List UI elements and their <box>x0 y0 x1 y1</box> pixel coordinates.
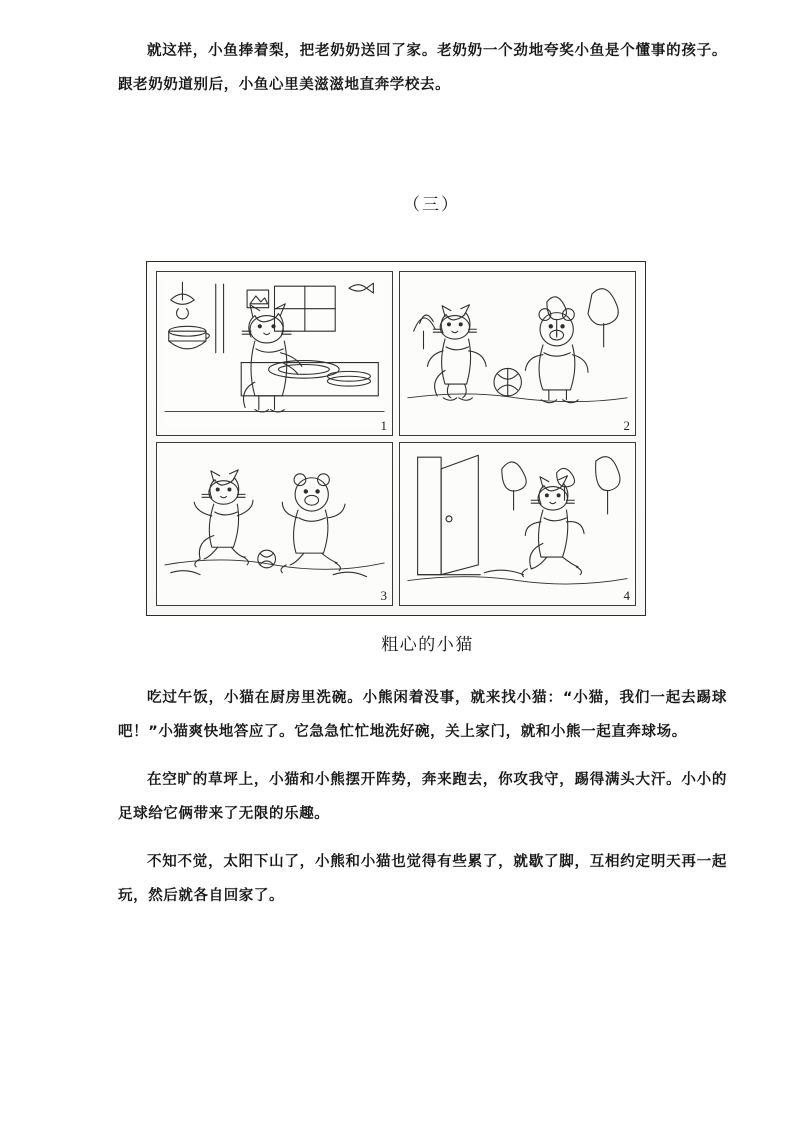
panel-number: 1 <box>380 417 387 433</box>
comic-panel-1 <box>156 271 393 436</box>
story-title: 粗心的小猫 <box>381 635 474 656</box>
panel-number: 3 <box>380 588 387 604</box>
comic-panel-4 <box>399 442 636 607</box>
spacer <box>118 215 727 261</box>
story-body <box>118 681 727 913</box>
comic-panel-2 <box>399 271 636 436</box>
panel-number: 4 <box>623 588 630 604</box>
comic-strip <box>146 261 646 616</box>
comic-frame <box>146 261 646 616</box>
story-paragraph-1: 吃过午饭，小猫在厨房里洗碗。小熊闲着没事，就来找小猫：“小猫，我们一起去踢球吧！”小猫爽快地答应了。它急急忙忙地洗好碗，关上家门，就和小熊一起直奔球场。 <box>118 690 727 741</box>
top-paragraph: 就这样，小鱼捧着梨，把老奶奶送回了家。老奶奶一个劲地夸奖小鱼是个懂事的孩子。跟老奶奶道别后，小鱼心里美滋滋地直奔学校去。 <box>118 43 727 94</box>
story-paragraph-3: 不知不觉，太阳下山了，小熊和小猫也觉得有些累了，就歇了脚，互相约定明天再一起玩，然后就各自回家了。 <box>118 854 727 905</box>
section-label: （三） <box>403 195 460 216</box>
story-paragraph-2: 在空旷的草坪上，小猫和小熊摆开阵势，奔来跑去，你攻我守，踢得满头大汗。小小的足球给它俩带来了无限的乐趣。 <box>118 772 727 823</box>
spacer <box>118 104 727 190</box>
comic-panel-3 <box>156 442 393 607</box>
panel-number: 2 <box>623 417 630 433</box>
